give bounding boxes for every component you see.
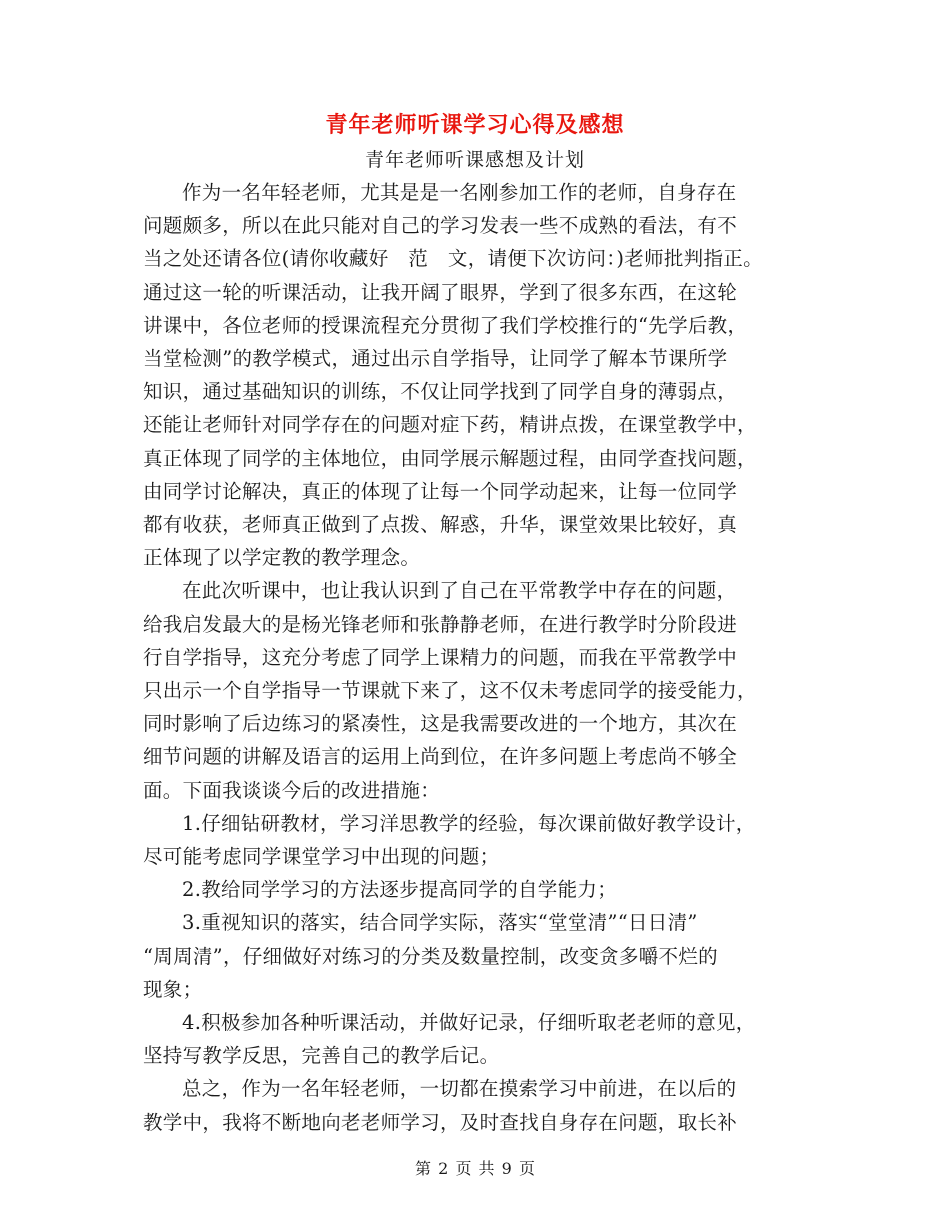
text-line: 还能让老师针对同学存在的问题对症下药，精讲点拨，在课堂教学中， bbox=[143, 413, 757, 437]
text-line: 当堂检测”的教学模式，通过出示自学指导，让同学了解本节课所学 bbox=[143, 347, 728, 371]
footer-page-label: 页 bbox=[455, 1159, 472, 1178]
text-line: 真正体现了同学的主体地位，由同学展示解题过程，由同学查找问题， bbox=[143, 446, 757, 470]
text-line: 知识，通过基础知识的训练，不仅让同学找到了同学自身的薄弱点， bbox=[143, 380, 738, 404]
footer-total-label: 共 bbox=[478, 1159, 495, 1178]
text-line: 4.积极参加各种听课活动，并做好记录，仔细听取老老师的意见， bbox=[182, 1011, 756, 1035]
paragraph-1 bbox=[143, 176, 807, 574]
text-line: 都有收获，老师真正做到了点拨、解惑，升华，课堂效果比较好，真 bbox=[143, 513, 738, 537]
text-line: 坚持写教学反思，完善自己的教学后记。 bbox=[143, 1044, 500, 1068]
list-item-4 bbox=[143, 1006, 807, 1072]
text-line: 3.重视知识的落实，结合同学实际，落实“堂堂清”“日日清” bbox=[182, 911, 698, 935]
text-line: 在此次听课中，也让我认识到了自己在平常教学中存在的问题， bbox=[182, 579, 737, 603]
text-line: 只出示一个自学指导一节课就下来了，这不仅未考虑同学的接受能力， bbox=[143, 679, 757, 703]
paragraph-conclusion bbox=[143, 1072, 807, 1138]
footer-total-pages: 9 bbox=[501, 1159, 512, 1178]
text-line: “周周清”，仔细做好对练习的分类及数量控制，改变贪多嚼不烂的 bbox=[143, 944, 718, 968]
text-line: 问题颇多，所以在此只能对自己的学习发表一些不成熟的看法，有不 bbox=[143, 214, 738, 238]
list-item-2 bbox=[143, 873, 807, 906]
document-subtitle: 青年老师听课感想及计划 bbox=[364, 149, 585, 171]
text-line: 2.教给同学学习的方法逐步提高同学的自学能力； bbox=[182, 878, 618, 902]
text-line: 行自学指导，这充分考虑了同学上课精力的问题，而我在平常教学中 bbox=[143, 645, 738, 669]
text-line: 现象； bbox=[143, 977, 203, 1001]
text-line: 由同学讨论解决，真正的体现了让每一个同学动起来，让每一位同学 bbox=[143, 479, 738, 503]
list-item-3 bbox=[143, 906, 807, 1006]
text-line: 给我启发最大的是杨光锋老师和张静静老师，在进行教学时分阶段进 bbox=[143, 612, 738, 636]
text-line: 同时影响了后边练习的紧凑性，这是我需要改进的一个地方，其次在 bbox=[143, 712, 738, 736]
text-line: 面。下面我谈谈今后的改进措施： bbox=[143, 778, 441, 802]
paragraph-2 bbox=[143, 574, 807, 806]
text-line: 1.仔细钻研教材，学习洋思教学的经验，每次课前做好教学设计， bbox=[182, 811, 756, 835]
text-line: 总之，作为一名年轻老师，一切都在摸索学习中前进，在以后的 bbox=[182, 1077, 737, 1101]
page-footer bbox=[0, 1157, 950, 1181]
text-line: 作为一名年轻老师，尤其是是一名刚参加工作的老师，自身存在 bbox=[182, 181, 737, 204]
footer-suffix: 页 bbox=[518, 1159, 535, 1178]
list-item-1 bbox=[143, 807, 807, 873]
document-title: 青年老师听课学习心得及感想 bbox=[325, 112, 625, 138]
text-line: 教学中，我将不断地向老老师学习，及时查找自身存在问题，取长补 bbox=[143, 1110, 738, 1134]
text-line: 细节问题的讲解及语言的运用上尚到位，在许多问题上考虑尚不够全 bbox=[143, 745, 738, 769]
document-body bbox=[143, 176, 807, 1139]
text-line: 讲课中，各位老师的授课流程充分贯彻了我们学校推行的“先学后教， bbox=[143, 313, 748, 337]
text-line: 当之处还请各位(请你收藏好 范 文，请便下次访问：)老师批判指正。 bbox=[143, 247, 763, 271]
text-line: 正体现了以学定教的教学理念。 bbox=[143, 546, 421, 570]
text-line: 通过这一轮的听课活动，让我开阔了眼界，学到了很多东西，在这轮 bbox=[143, 280, 738, 304]
text-line: 尽可能考虑同学课堂学习中出现的问题； bbox=[143, 845, 500, 869]
footer-prefix: 第 bbox=[415, 1159, 432, 1178]
footer-page-number: 2 bbox=[438, 1159, 449, 1178]
